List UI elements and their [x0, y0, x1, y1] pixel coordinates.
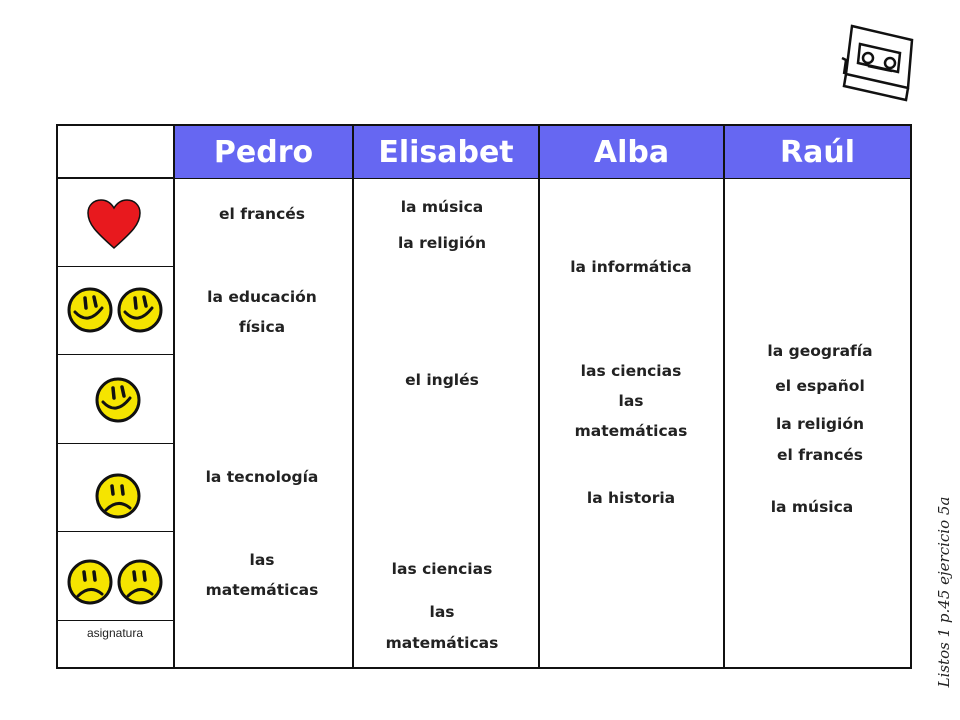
- alba-entry: las ciencias: [580, 362, 682, 380]
- pedro-entry: el francés: [218, 205, 306, 223]
- header-pedro: Pedro: [175, 126, 352, 178]
- pedro-entry: la tecnología: [205, 468, 319, 486]
- elisabet-entry: las: [429, 603, 455, 621]
- happy-smiley-icon: [66, 286, 114, 334]
- alba-entry: la historia: [586, 489, 676, 507]
- sad-smiley-icon: [66, 558, 114, 606]
- pedro-entry: las: [249, 551, 275, 569]
- header-elisabet: Elisabet: [354, 126, 538, 178]
- side-note: Listos 1 p.45 ejercicio 5a: [935, 496, 953, 688]
- happy-smiley-icon: [94, 376, 142, 424]
- raul-entry: la música: [770, 498, 854, 516]
- elisabet-entry: matemáticas: [385, 634, 499, 652]
- alba-entry: las: [618, 392, 644, 410]
- sad-smiley-icon: [94, 472, 142, 520]
- elisabet-entry: las ciencias: [391, 560, 493, 578]
- alba-entry: la informática: [570, 258, 692, 276]
- header-alba: Alba: [540, 126, 723, 178]
- pedro-entry: física: [238, 318, 286, 336]
- raul-entry: la religión: [775, 415, 865, 433]
- pedro-entry: matemáticas: [205, 581, 319, 599]
- asignatura-label: asignatura: [86, 626, 144, 640]
- cassette-player-icon: [838, 18, 920, 104]
- raul-entry: el francés: [776, 446, 864, 464]
- elisabet-entry: la música: [400, 198, 484, 216]
- raul-entry: el español: [775, 377, 865, 395]
- elisabet-entry: la religión: [397, 234, 487, 252]
- header-raul: Raúl: [725, 126, 910, 178]
- heart-icon: [86, 198, 142, 250]
- happy-smiley-icon: [116, 286, 164, 334]
- raul-entry: la geografía: [767, 342, 873, 360]
- sad-smiley-icon: [116, 558, 164, 606]
- pedro-entry: la educación: [207, 288, 317, 306]
- alba-entry: matemáticas: [574, 422, 688, 440]
- elisabet-entry: el inglés: [405, 371, 479, 389]
